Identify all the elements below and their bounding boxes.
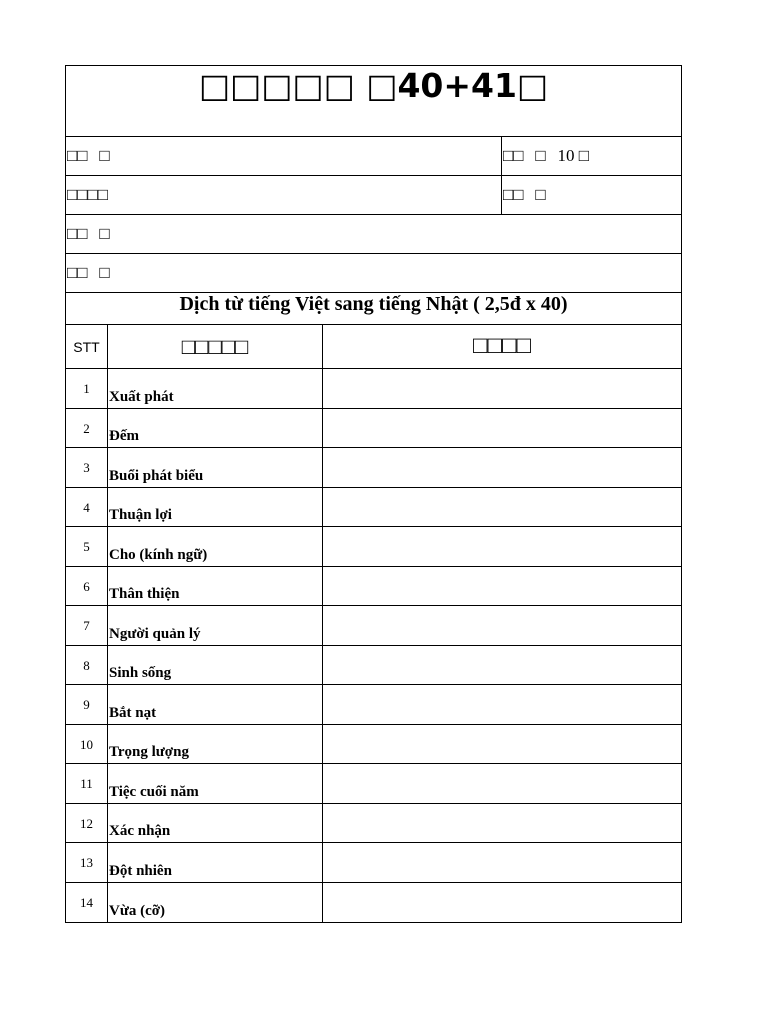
test-sheet — [65, 65, 682, 923]
answer-cell[interactable] — [323, 725, 681, 764]
row-number: 12 — [66, 804, 108, 843]
info-row-2 — [66, 176, 681, 215]
comment-field[interactable] — [66, 215, 681, 253]
answer-cell[interactable] — [323, 764, 681, 803]
vietnamese-word: Đột nhiên — [108, 843, 323, 882]
header-word: □□□□□ — [108, 325, 323, 368]
sheet-title: □□□□□ □40+41□ — [198, 66, 549, 105]
vietnamese-word: Buổi phát biểu — [108, 448, 323, 487]
row-number: 3 — [66, 448, 108, 487]
row-number: 13 — [66, 843, 108, 882]
vietnamese-word: Sinh sống — [108, 646, 323, 685]
score-field[interactable] — [502, 137, 681, 175]
instruction-row — [66, 293, 681, 325]
instruction-text: Dịch từ tiếng Việt sang tiếng Nhật ( 2,5đ x 40) — [179, 293, 568, 315]
row-number: 10 — [66, 725, 108, 764]
note-field[interactable] — [66, 254, 681, 292]
table-header-row — [66, 325, 681, 369]
answer-cell[interactable] — [323, 409, 681, 448]
answer-cell[interactable] — [323, 646, 681, 685]
table-row — [66, 448, 681, 488]
table-row — [66, 725, 681, 765]
row-number: 6 — [66, 567, 108, 606]
row-number: 11 — [66, 764, 108, 803]
comment-separator: □ — [99, 224, 110, 243]
table-row — [66, 843, 681, 883]
info-row-3 — [66, 215, 681, 254]
answer-cell[interactable] — [323, 448, 681, 487]
score-label: □□ — [503, 146, 524, 165]
vietnamese-word: Thuận lợi — [108, 488, 323, 527]
answer-cell[interactable] — [323, 527, 681, 566]
name-label: □□ — [67, 146, 88, 165]
table-row — [66, 764, 681, 804]
note-separator: □ — [99, 263, 110, 282]
table-row — [66, 606, 681, 646]
answer-cell[interactable] — [323, 843, 681, 882]
name-field[interactable] — [66, 137, 502, 175]
answer-cell[interactable] — [323, 685, 681, 724]
row-number: 1 — [66, 369, 108, 408]
row-number: 8 — [66, 646, 108, 685]
row-number: 14 — [66, 883, 108, 923]
info-row-4 — [66, 254, 681, 293]
table-row — [66, 804, 681, 844]
vietnamese-word: Xác nhận — [108, 804, 323, 843]
name-separator: □ — [99, 146, 110, 165]
info-row-1 — [66, 137, 681, 176]
vietnamese-word: Trọng lượng — [108, 725, 323, 764]
row-number: 2 — [66, 409, 108, 448]
table-row — [66, 369, 681, 409]
answer-cell[interactable] — [323, 606, 681, 645]
table-row — [66, 646, 681, 686]
score-value: 10 □ — [557, 146, 590, 165]
date-label: □□ — [503, 185, 524, 204]
comment-label: □□ — [67, 224, 88, 243]
title-row — [66, 66, 681, 137]
class-label: □□□□ — [67, 185, 109, 204]
vietnamese-word: Đếm — [108, 409, 323, 448]
table-row — [66, 488, 681, 528]
answer-cell[interactable] — [323, 488, 681, 527]
row-number: 5 — [66, 527, 108, 566]
table-row — [66, 685, 681, 725]
answer-cell[interactable] — [323, 804, 681, 843]
header-stt: STT — [66, 325, 108, 368]
vietnamese-word: Thân thiện — [108, 567, 323, 606]
answer-cell[interactable] — [323, 369, 681, 408]
vietnamese-word: Vừa (cỡ) — [108, 883, 323, 923]
table-row — [66, 883, 681, 923]
date-separator: □ — [535, 185, 546, 204]
header-answer: □□□□ — [473, 333, 531, 359]
table-row — [66, 409, 681, 449]
note-label: □□ — [67, 263, 88, 282]
score-separator: □ — [535, 146, 546, 165]
row-number: 4 — [66, 488, 108, 527]
vietnamese-word: Xuất phát — [108, 369, 323, 408]
table-row — [66, 527, 681, 567]
vietnamese-word: Bắt nạt — [108, 685, 323, 724]
vietnamese-word: Cho (kính ngữ) — [108, 527, 323, 566]
vietnamese-word: Tiệc cuối năm — [108, 764, 323, 803]
date-field[interactable] — [502, 176, 681, 214]
table-row — [66, 567, 681, 607]
answer-cell[interactable] — [323, 883, 681, 923]
answer-cell[interactable] — [323, 567, 681, 606]
row-number: 9 — [66, 685, 108, 724]
class-field[interactable] — [66, 176, 502, 214]
vietnamese-word: Người quản lý — [108, 606, 323, 645]
row-number: 7 — [66, 606, 108, 645]
